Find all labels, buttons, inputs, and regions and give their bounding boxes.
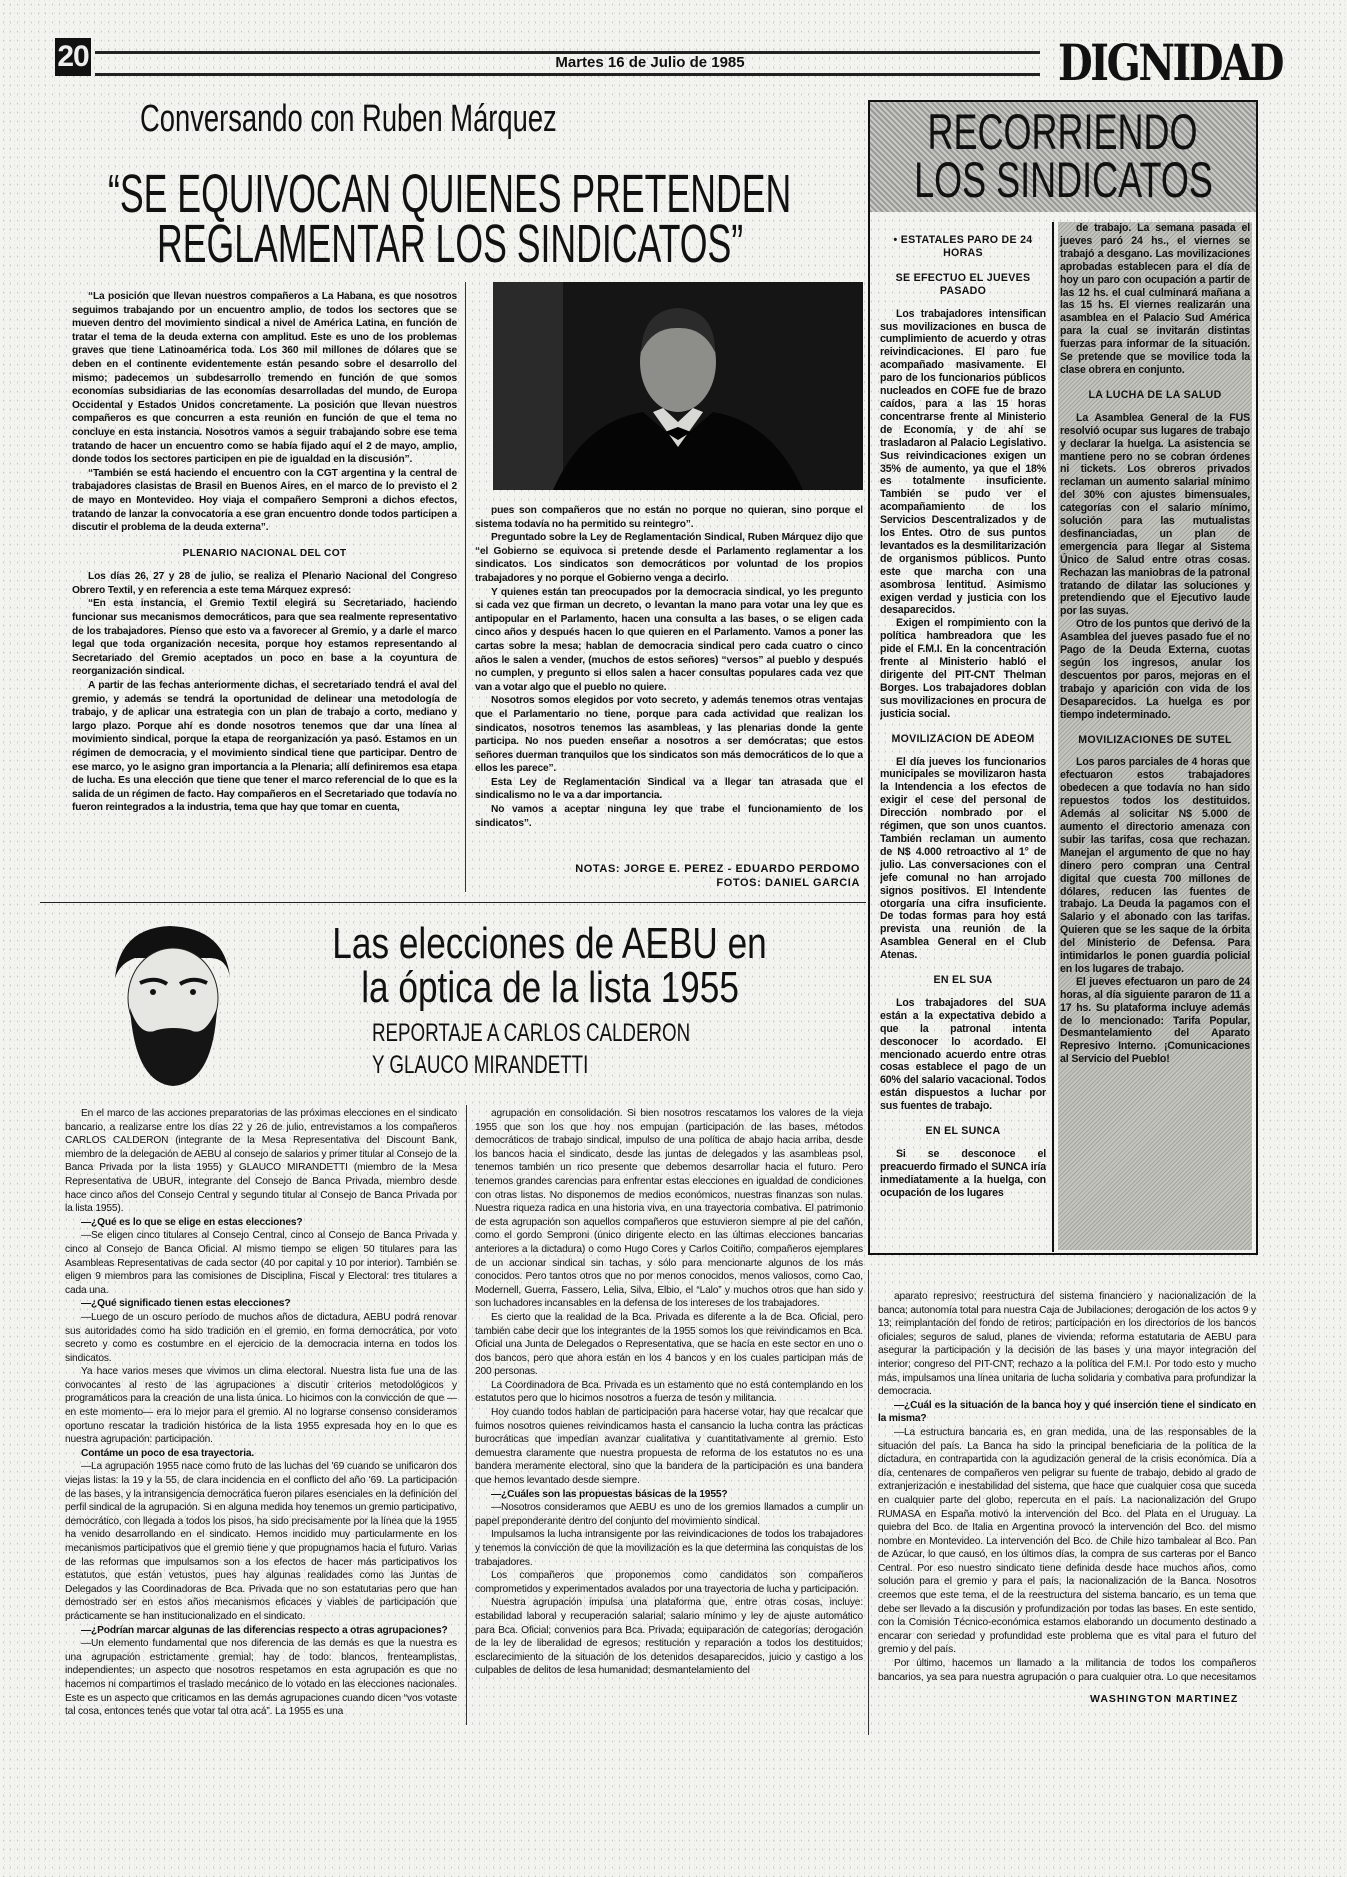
section-subheading: SE EFECTUO EL JUEVES PASADO — [895, 271, 1031, 297]
paragraph: “También se está haciendo el encuentro con la CGT argentina y la central de trabajadores clasistas de Brasil en Buenos Aires, en el marco de lo previsto el 2 de mayo en Montevideo. Hoy viaja el compañero Semproni a dichos efectos, tratando de lanzar la convocatoria a ese gran encuentro donde todos participen a discutir el problema de la deuda externa”. — [72, 467, 457, 534]
interview-question: —¿Qué es lo que se elige en estas elecciones? — [81, 1216, 303, 1228]
paragraph: —La agrupación 1955 nace como fruto de las luchas del '69 cuando se unificaron dos viejas listas: la 19 y la 55, de clara incidencia en el conflicto del año '69. La participación de las bases, y la intransigencia democrática fueron pilares esenciales en la definición del perfil sindical de la agrupación. Si en alguna medida hoy tenemos un gremio participativo, democrático, con llegada a todos los pisos, ha sido precisamente por la línea que la 1955 ha venido desarrollando en el sindicato. Hemos incidido muy particularmente en los mecanismos participativos que el gremio tiene y que propugnamos hacia el futuro. Varias de las reformas que impulsamos son a los efectos de hacer más participativos los estatutos, que están vetustos, pues hay algunas realidades como las Juntas de Delegados y las Coordinadoras de Bca. Privada que no son estatutarias pero que han demostrado ser en estos años mecanismos eficaces y viables de participación que prácticamente se han institucionalizado en el sindicato. — [65, 1461, 457, 1622]
credits-notes: NOTAS: JORGE E. PEREZ - EDUARDO PERDOMO — [575, 863, 860, 875]
paragraph: En el marco de las acciones preparatorias de las próximas elecciones en el sindicato bancario, a realizarse entre los días 22 y 26 de julio, entrevistamos a los compañeros CARLOS CALDERON (integrante de la Mesa Representativa del Discount Bank, miembro de la delegación de AEBU al consejo de salarios y primer titular al Consejo de la Banca Privada por la lista 1955) y GLAUCO MIRANDETTI (miembro de la Mesa Representativa de UBUR, integrante del Consejo de Banca Privada, miembro desde hace cinco años del Consejo Central y segundo titular al Consejo de Banca Privada por la lista 1955). — [65, 1108, 457, 1215]
portrait-photo-ruben-marquez — [493, 282, 863, 490]
article1-column-2 — [475, 504, 863, 859]
headline-text: Las elecciones de AEBU en — [332, 919, 768, 968]
paragraph: —Se eligen cinco titulares al Consejo Central, cinco al Consejo de Banca Privada y cinco al Consejo de Banca Oficial. Al mismo tiempo se eligen 50 titulares para las Asambleas Representativas de cada sector (40 por capital y 10 por interior). También se eligen 9 miembros para las comisiones de Disciplina, Fiscal y Electoral: tres titulares a cada una. — [65, 1230, 457, 1296]
paragraph: —Luego de un oscuro período de muchos años de dictadura, AEBU podrá renovar sus autoridades como ha sido tradición en el gremio, en forma democrática, por voto secreto y como es costumbre en el ejercicio de la democracia interna en todos los sindicatos. — [65, 1311, 457, 1364]
sidebar-title-line1 — [870, 104, 1256, 160]
article2-subhead-line2 — [372, 1050, 802, 1080]
credits-photos: FOTOS: DANIEL GARCIA — [716, 877, 860, 889]
author-signature: WASHINGTON MARTINEZ — [1090, 1693, 1239, 1705]
paragraph: Otro de los puntos que derivó de la Asamblea del jueves pasado fue el no Pago de la Deuda Externa, cuotas según los ingresos, anular los descuentos por paros, mejoras en el trabajo y aparición con vida de los Desaparecidos. La huelga es por tiempo indeterminado. — [1060, 618, 1250, 721]
headline-text: REGLAMENTAR LOS SINDICATOS” — [156, 214, 744, 274]
article2-headline — [300, 919, 800, 1012]
paragraph: Hoy cuando todos hablan de participación para hacerse votar, hay que recalcar que fuimos nosotros quienes reivindicamos hasta el cansancio la lucha contra las prácticas burocráticas que impedían avanzar cualitativa y cuantitativamente al gremio. Esto demuestra claramente que nuestra propuesta de reforma de los estatutos no es una bandera meramente electoral, sino que la bandera de la participación es una bandera que hemos levantado desde siempre. — [475, 1407, 863, 1487]
section-subheading: PLENARIO NACIONAL DEL COT — [182, 547, 347, 559]
paragraph: Si se desconoce el preacuerdo firmado el SUNCA iría inmediatamente a la huelga, con ocupación de los lugares — [880, 1148, 1046, 1199]
article-credits — [475, 862, 860, 890]
paragraph: Los compañeros que proponemos como candidatos son compañeros comprometidos y experimentados avalados por una trayectoria de lucha y participación. — [475, 1570, 863, 1595]
section-subheading: EN EL SUNCA — [925, 1125, 1001, 1138]
sidebar-header — [870, 102, 1256, 212]
paragraph: El jueves efectuaron un paro de 24 horas, al día siguiente pararon de 11 a 17 hs. Su plataforma incluye además de lo mencionado: Tarifa Popular, Desmantelamiento del Aparato Represivo Interno. ¡Comunicaciones al Servicio del Pueblo! — [1060, 975, 1250, 1066]
paragraph: Los trabajadores intensifican sus movilizaciones en busca de cumplimiento de acuerdo y otras reivindicaciones. El paro fue acompañado masivamente. El paro de los funcionarios públicos nucleados en COFE fue de brazo caídos, para a las 15 horas concentrarse frente al Ministerio de Economía, y de ahí se trasladaron al Palacio Legislativo. Sus reivindicaciones exigen un 35% de aumento, ya que el 18% es totalmente insuficiente. También se pudo ver el acompañamiento de los Servicios Descentralizados y de los Entes. Otro de sus puntos levantados es la desmilitarización de organismos públicos. Punto este que marcha con una asombrosa lentitud. Asimismo exigen verdad y justicia con los desaparecidos. — [880, 307, 1046, 617]
paragraph: El día jueves los funcionarios municipales se movilizaron hasta la Intendencia a los efectos de exigir el cese del personal de Dirección nombrado por el régimen, que son unos cuantos. También reclaman un aumento de N$ 4.000 retroactivo al 1° de julio. Las conversaciones con el jefe comunal no han arrojado signos positivos. El Intendente otorgaría una cifra insuficiente. De todas formas para hoy está prevista una reunión de la Asamblea General en el Club Atenas. — [880, 755, 1046, 962]
portrait-image — [493, 282, 863, 490]
paragraph: Exigen el rompimiento con la política hambreadora que les pide el F.M.I. En la concentración frente al Ministerio habló el dirigente del PIT-CNT Thelman Borges. Los trabajadores doblan sus movilizaciones en procura de justicia social. — [880, 617, 1046, 720]
column-divider — [465, 282, 466, 892]
paragraph: La Coordinadora de Bca. Privada es un estamento que no está contemplando en los estatutos pero que lo hicimos nosotros a fuerza de tesón y militancia. — [475, 1379, 863, 1405]
paragraph: “La posición que llevan nuestros compañeros a La Habana, es que nosotros seguimos trabajando por un encuentro amplio, de todos los sectores que se mueven dentro del movimiento sindical a nivel de América Latina, en función de tratar el tema de la deuda externa con amplitud. Este es uno de los problemas graves que tiene Latinoamérica toda. Los 360 mil millones de dólares que se deben en el continente evidentemente están pesando sobre el desarrollo del mismo; padecemos un subdesarrollo tremendo en función de que somos economías subsidiarias de las economías desarrolladas del mundo, de Europa Occidental y Estados Unidos concretamente. La posición que llevan nuestros compañeros es que concurren a esta reunión en función de que el tema no concluye en esta instancia. Nosotros vamos a seguir trabajando sobre ese tema tratando de hacer un encuentro como se había fijado aquí el 2 de mayo, amplio, donde todos los sectores participen en pie de igualdad en la discusión”. — [72, 291, 457, 466]
paragraph: —Un elemento fundamental que nos diferencia de las demás es que la nuestra es una agrupación estrictamente gremial; hay de todo: blancos, frenteamplistas, independientes; un aspecto que nosotros respetamos en esta agrupación es que no hacemos ni compartimos el traslado mecánico de lo votado en las elecciones nacionales. Este es un aspecto que criticamos en las demás agrupaciones cuando dicen “vos votaste tal cosa, entonces tenés que votar tal otra acá”. La 1955 es una — [65, 1638, 457, 1718]
section-subheading: LA LUCHA DE LA SALUD — [1088, 388, 1222, 401]
sidebar-title-line2 — [870, 152, 1256, 208]
paragraph: Esta Ley de Reglamentación Sindical va a llegar tan atrasada que el sindicalismo no le va a dar importancia. — [475, 776, 863, 802]
title-text: LOS SINDICATOS — [913, 152, 1213, 208]
paragraph: Y quienes están tan preocupados por la democracia sindical, yo les pregunto si cada vez que firman un decreto, o levantan la mano para votar una ley que es antipopular en el Parlamento, hacen una consulta a las bases, o se eligen cada cinco años y después hacen lo que quieren en el Parlamento. Vamos a poner las cartas sobre la mesa; hablan de democracia sindical pero cada cuatro o cinco años le salen a vender, (muchos de estos señores) “versos” al pueblo y después no cumplen, y pregunto si ellos salen a hacer consultas populares cada vez que van a votar algo que el pueblo no quiere. — [475, 586, 863, 693]
masthead-rule-bottom — [95, 73, 1040, 76]
article2-column-2 — [475, 1107, 863, 1727]
paragraph: Nuestra agrupación impulsa una plataforma que, entre otras cosas, incluye: estabilidad laboral y recuperación salarial; salario mínimo y ley de ajuste automático para Bca. Oficial; convenios para Bca. Privada; equiparación de categorías; derogación de la ley de liberalidad de egresos; restitución y reparación a todos los destituidos; esclarecimiento de la situación de los detenidos desaparecidos, juicio y castigo a los culpables de delitos de lesa humanidad; desmantelamiento del — [475, 1597, 863, 1677]
paragraph: Los días 26, 27 y 28 de julio, se realiza el Plenario Nacional del Congreso Obrero Textil, y en referencia a este tema Márquez expresó: — [72, 571, 457, 596]
section-subheading: EN EL SUA — [933, 974, 993, 987]
interview-question: Contáme un poco de esa trayectoria. — [81, 1447, 255, 1459]
paragraph: agrupación en consolidación. Si bien nosotros rescatamos los valores de la vieja 1955 que son los que hoy nos empujan (participación de las bases, métodos democráticos de trabajo sindical, impulso de una política de abajo hacia arriba, desde los bancos hacia el sindicato, desde las juntas de delegados y las asambleas psol, tenemos también un rico presente que debemos desarrollar hacia el futuro. Pero tenemos grandes carencias para enfrentar estas elecciones en igualdad de condiciones con otras listas. No disponemos de medios económicos, nuestras finanzas son nulas. Nuestra riqueza radica en una historia viva, en una trayectoria combativa. El patrimonio de esta agrupación son aquellos compañeros que estuvieron siempre al pie del cañón, como el gordo Semproni (único dirigente electo en las últimas elecciones bancarias anteriores a la dictadura) o como Hugo Cores y Carlos Coitiño, compañeros ejemplares de un accionar sindical sin tachas, y sólo para mencionarte algunos de los más conocidos. Pero tantos otros que no por menos conocidos, menos valiosos, como Cao, Modernell, Guerra, Fassero, Lelia, Silva, Elbio, el “Lalo” y muchos otros que han sido y son luchadores incansables en la defensa de los intereses de los trabajadores. — [475, 1108, 863, 1310]
paragraph: Por último, hacemos un llamado a la militancia de todos los compañeros bancarios, ya sea para nuestra agrupación o para cualquier otra. Lo que necesitamos — [878, 1658, 1256, 1682]
paragraph: pues son compañeros que no están no porque no quieran, sino porque el sistema todavía no ha permitido su reintegro”. — [475, 505, 863, 530]
paragraph: Nosotros somos elegidos por voto secreto, y además tenemos otras ventajas que el Parlamentario no tiene, porque para cada actividad que realizan los sindicatos, nosotros tenemos las asambleas, y las plenarias donde la gente participa. No nos pueden enseñar a nosotros a ser demócratas; que estos señores duerman tranquilos que los sindicatos son más democráticos de lo que a ellos les parece”. — [475, 695, 863, 775]
paragraph: La Asamblea General de la FUS resolvió ocupar sus lugares de trabajo y declarar la huelga. La asistencia se mantiene pero no se cobran órdenes ni tickets. Los obreros privados reclaman un aumento salarial mínimo del 30% con ajustes bimensuales, categorías con el salario mínimo, solución para las mutualistas desfinanciadas, un plan de emergencia para llegar al Sistema Único de Salud entre otras cosas. Rechazan las maniobras de la patronal tratando de dilatar las soluciones y pretendiendo que el Ejecutivo laude por las suyas. — [1060, 411, 1250, 618]
paragraph: Ya hace varios meses que vivimos un clima electoral. Nuestra lista fue una de las convocantes al resto de las agrupaciones a discutir criterios metodológicos y programáticos para la creación de una lista única. Lo hicimos con la convicción de que —en este momento— era lo mejor para el gremio. Al no lograrse consenso consideramos oportuno rescatar la tradición histórica de la lista 1955 expresada hoy en lo que es nuestra agrupación: participación. — [65, 1366, 457, 1446]
paragraph: —Nosotros consideramos que AEBU es uno de los gremios llamados a cumplir un papel preponderante dentro del conjunto del movimiento sindical. — [475, 1502, 863, 1527]
section-subheading: MOVILIZACIONES DE SUTEL — [1078, 733, 1232, 746]
portrait-drawing-carlos-calderon — [95, 918, 245, 1088]
paragraph: Los paros parciales de 4 horas que efectuaron estos trabajadores obedecen a que todavía no han sido repuestos todos los destituidos. Además al solicitar N$ 5.000 de aumento el directorio amenaza con subir las tarifas, cosa que rechazan. Manejan el argumento de que no hay dinero pero compran una Central digital que cuesta 700 millones de dólares, reducen las fuentes de trabajo. La Deuda la pagamos con el Salario y el abonado con las tarifas. Quieren que se les saque de la órbita del Ministerio de Defensa. Para intimidarlos le ponen guardia policial en los lugares de trabajo. — [1060, 756, 1250, 975]
paragraph: de trabajo. La semana pasada el jueves paró 24 hs., el viernes se trabajó a desgano. Las movilizaciones aprobadas establecen para el día de hoy un paro con ocupación a partir de las 12 hs. el cual culminará mañana a las 15 hs. El viernes realizarán una asamblea en el Palacio Sud América para la cual se invitarán distintas fuerzas para informar de la situación. Se pretende que se movilice toda la clase obrera en conjunto. — [1060, 222, 1250, 376]
interview-question: —¿Podrían marcar algunas de las diferencias respecto a otras agrupaciones? — [81, 1624, 448, 1636]
section-subheading: • ESTATALES PARO DE 24 HORAS — [893, 234, 1033, 259]
paragraph: —La estructura bancaria es, en gran medida, una de las responsables de la situación del país. La Banca ha sido la principal beneficiaria de la política de la dictadura, en contrapartida con la agudización general de la crisis económica. Día a día, centenares de compañeros ven peligrar su fuente de trabajo, debido al grado de extranjerización e inestabilidad del sistema, que hace que cualquier cosa que suceda en cualquier parte del globo, repercuta en el país. La nacionalización del Grupo RUMASA en España motivó la intervención del Bco. del Plata en el Uruguay. La quiebra del Bco. de Italia en Argentina provocó la intervención del Bco. del mismo nombre en Montevideo. La intervención del Bco. de Chile hizo tambalear al Bco. Pan de Azúcar, lo que causó, en los últimos días, la compra de sus carteras por el Banco Central. Por eso nuestro sindicato tiene definida desde hace muchos años, como solución para el gremio y para el país, la nacionalización de la Banca. Nosotros creemos que este tema, el de la reestructura del sistema bancario, es un tema que debe ser llevado a la discusión y profundización por todas las bases. En este sentido, con la Comisión Técnico-económica estamos elaborando un documento destinado a encarar con seriedad y profundidad este problema que es vital para el futuro del gremio y del país. — [878, 1426, 1256, 1656]
interview-question: —¿Cuál es la situación de la banca hoy y qué inserción tiene el sindicato en la misma? — [878, 1399, 1256, 1425]
column-divider — [1052, 222, 1054, 1252]
paragraph: No vamos a aceptar ninguna ley que trabe el funcionamiento de los sindicatos”. — [475, 804, 863, 829]
article1-kicker — [140, 98, 719, 141]
section-subheading: MOVILIZACION DE ADEOM — [891, 732, 1035, 745]
issue-date: Martes 16 de Julio de 1985 — [555, 54, 745, 71]
article2-column-3 — [878, 1290, 1256, 1682]
interview-question: —¿Qué significado tienen estas elecciones? — [81, 1298, 291, 1310]
article1-headline-line2 — [40, 215, 860, 273]
paragraph: Impulsamos la lucha intransigente por las reivindicaciones de todos los trabajadores y tenemos la convicción de que la movilización es la que determina las conquistas de los trabajadores. — [475, 1529, 863, 1568]
article2-column-1 — [65, 1107, 457, 1732]
kicker-text: Conversando con Ruben Márquez — [140, 98, 557, 140]
subhead-text: Y GLAUCO MIRANDETTI — [372, 1051, 589, 1079]
article2-headline-line1 — [300, 919, 800, 968]
paragraph: Los trabajadores del SUA están a la expectativa debido a que la patronal intenta desconocer lo acordado. El mencionado acuerdo entre otras cosas establece el pago de un 60% del salario vacacional. Todos están dispuestos a luchar por sus fuentes de trabajo. — [880, 996, 1046, 1113]
article1-column-1 — [72, 290, 457, 892]
page-number: 20 — [55, 38, 91, 76]
paragraph: “En esta instancia, el Gremio Textil elegirá su Secretariado, haciendo funcionar sus mecanismos democráticos, para que sea realmente representativo de los trabajadores. Pienso que esto va a favorecer al Gremio, y a darle el marco legal que toda organización necesita, porque hoy estamos representando al Secretariado del Gremio aceptados un poco en base a la coyuntura de reorganización sindical. — [72, 598, 457, 678]
paragraph: Es cierto que la realidad de la Bca. Privada es diferente a la de Bca. Oficial, pero también cabe decir que los integrantes de la 1955 somos los que reivindicamos en Bca. Oficial una Junta de Delegados o Representativa, que se hacía en este sector en uno o dos bancos, pero que ahora están en los 4 bancos y en los cuales participan más de 200 personas. — [475, 1311, 863, 1378]
paragraph: A partir de las fechas anteriormente dichas, el secretariado tendrá el aval del gremio, y además se tendrá la oportunidad de delinear una metodología de trabajo, y de aplicar una estrategia con un plan de trabajo a corto, mediano y largo plazo. Porque ahí es donde nosotros tenemos que dar una línea al movimiento sindical, porque la etapa de reorganización ya pasó. Estamos en un régimen de democracia, y el movimiento sindical tiene que participar. Dentro de ese marco, yo le asigno gran importancia a la Plenaria; allí definiremos esa etapa de lucha. Es una elección que tiene que tener el marco referencial de lo que es la salida de un régimen de facto. Hay compañeros en el Secretariado que todavía no fueron reintegrados a la industria, tema que hay que tomar en cuenta, — [72, 680, 457, 814]
paragraph: Preguntado sobre la Ley de Reglamentación Sindical, Ruben Márquez dijo que “el Gobierno se equivoca si pretende desde el Parlamento reglamentar a los sindicatos. Los sindicatos son democráticos por voluntad de los propios trabajadores y no porque el Gobierno venga a decirlo. — [475, 532, 863, 584]
portrait-illustration — [95, 918, 245, 1088]
sidebar-column-2 — [1058, 222, 1252, 1250]
article2-subhead-line1 — [372, 1018, 802, 1048]
article-separator — [40, 902, 866, 903]
interview-question: —¿Cuáles son las propuestas básicas de la 1955? — [491, 1488, 728, 1500]
subhead-text: REPORTAJE A CARLOS CALDERON — [372, 1019, 691, 1047]
newspaper-logo: DIGNIDAD — [1058, 33, 1283, 92]
column-divider — [868, 1270, 869, 1735]
paragraph: aparato represivo; reestructura del sistema financiero y nacionalización de la banca; autonomía total para nuestra Caja de Jubilaciones; derogación de los actos 9 y 13; reimplantación del fondo de retiros; participación en los directorios de los bancos oficiales; seguros de salud, planes de vivienda; reforma estatutaria de AEBU para asegurar la participación y la decisión de las bases y una mayor integración del interior; congreso del PIT-CNT; rechazo a la política del F.M.I. Por todo esto y mucho más, impulsamos una línea unitaria de lucha solidaria y combativa para profundizar la democracia. — [878, 1291, 1256, 1398]
column-divider — [466, 1105, 467, 1725]
sidebar-column-1 — [880, 222, 1046, 1250]
article2-headline-line2 — [300, 963, 800, 1012]
title-text: RECORRIENDO — [927, 104, 1199, 160]
headline-text: la óptica de la lista 1955 — [361, 963, 739, 1012]
headline-text: “SE EQUIVOCAN QUIENES PRETENDEN — [108, 164, 792, 224]
